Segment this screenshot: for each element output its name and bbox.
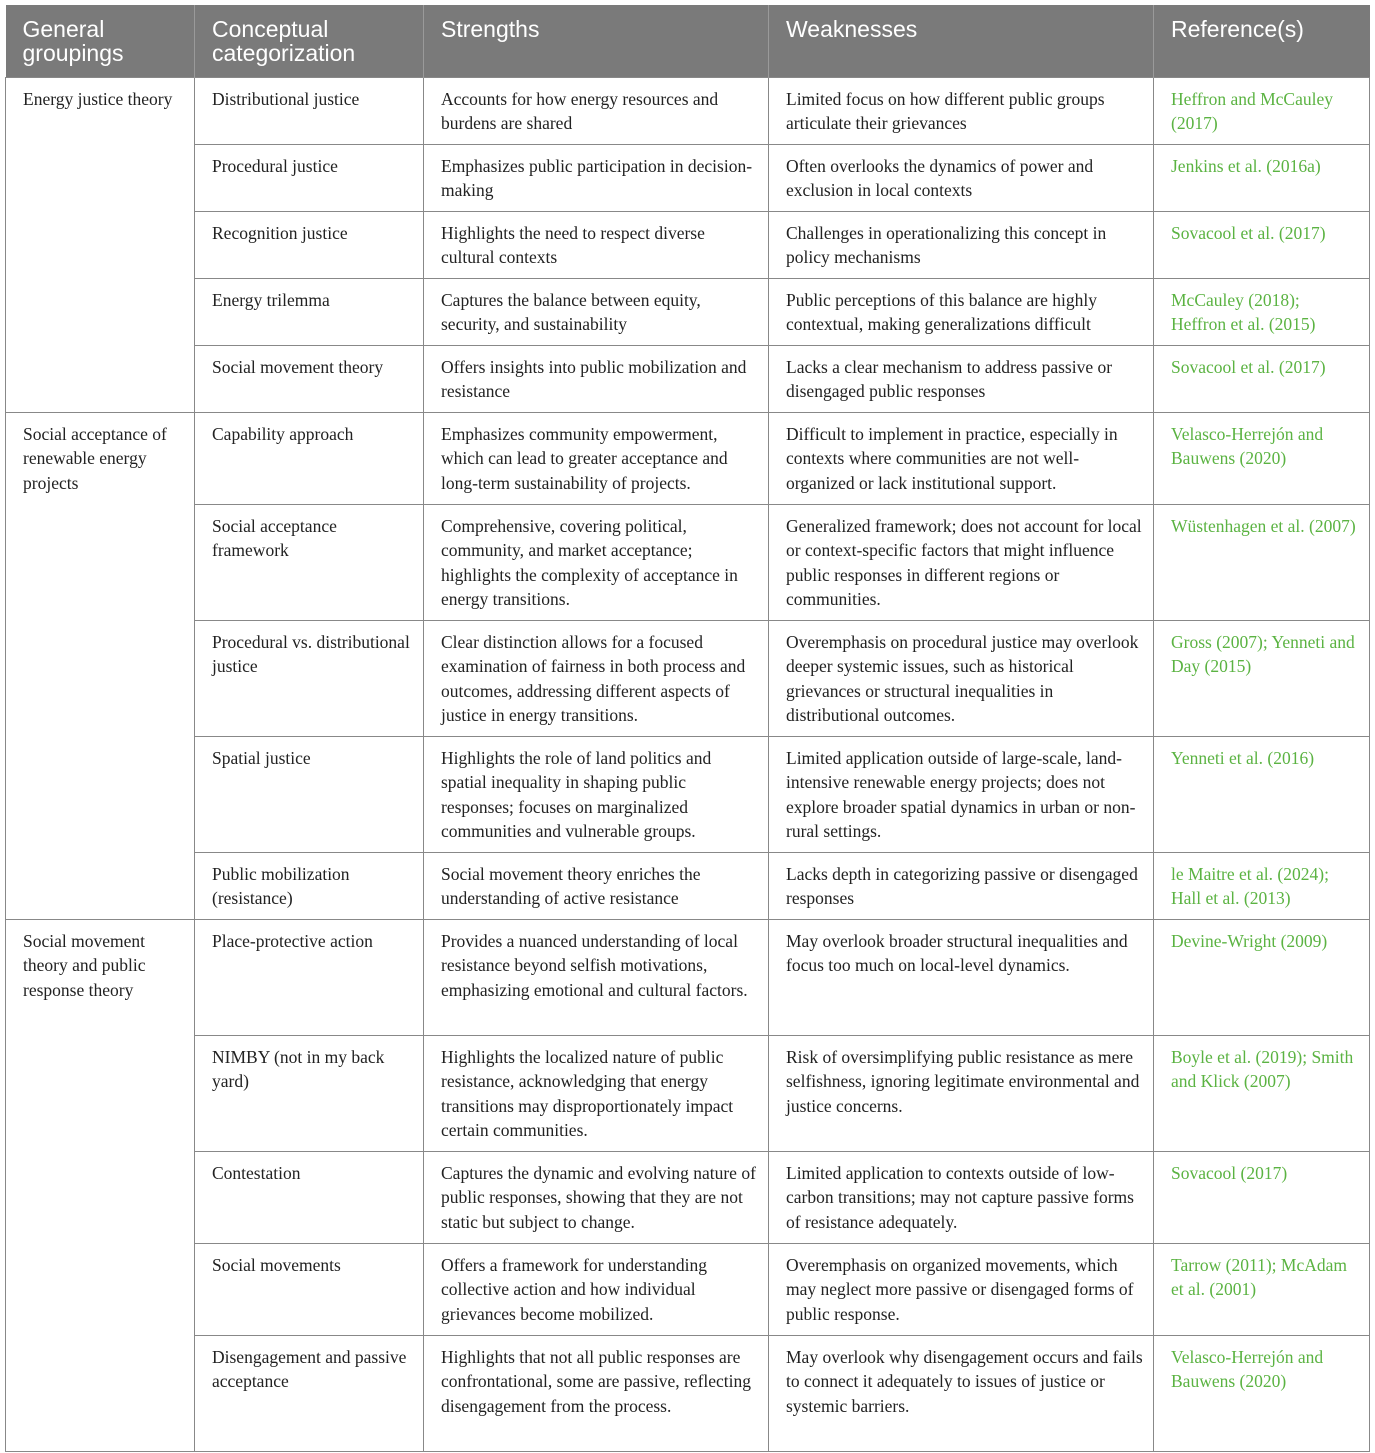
frameworks-table: [5, 5, 1370, 1452]
weaknesses-cell: Overemphasis on procedural justice may overlook deeper systemic issues, such as historical grievances or structural inequalities in distributional outcomes.: [769, 620, 1154, 736]
header-references: Reference(s): [1154, 5, 1370, 77]
table-row: [6, 504, 1370, 620]
weaknesses-cell: Lacks a clear mechanism to address passive or disengaged public responses: [769, 345, 1154, 412]
strengths-cell: Provides a nuanced understanding of local resistance beyond selfish motivations, emphasizing emotional and cultural factors.: [424, 919, 769, 1035]
table-header: [6, 5, 1370, 77]
weaknesses-cell: Lacks depth in categorizing passive or disengaged responses: [769, 852, 1154, 919]
reference-link[interactable]: Tarrow (2011); McAdam et al. (2001): [1154, 1243, 1370, 1335]
table-row: [6, 211, 1370, 278]
header-conceptual-categorization: Conceptual categorization: [195, 5, 424, 77]
group-name-cell: Social movement theory and public response theory: [6, 919, 195, 1451]
weaknesses-cell: Limited focus on how different public groups articulate their grievances: [769, 77, 1154, 144]
category-cell: Capability approach: [195, 412, 424, 504]
group-name-cell: Social acceptance of renewable energy projects: [6, 412, 195, 919]
header-weaknesses: Weaknesses: [769, 5, 1154, 77]
reference-link[interactable]: Velasco-Herrejón and Bauwens (2020): [1154, 412, 1370, 504]
category-cell: Recognition justice: [195, 211, 424, 278]
reference-link[interactable]: Boyle et al. (2019); Smith and Klick (2007): [1154, 1035, 1370, 1151]
strengths-cell: Emphasizes community empowerment, which can lead to greater acceptance and long-term sustainability of projects.: [424, 412, 769, 504]
weaknesses-cell: Generalized framework; does not account for local or context-specific factors that might influence public responses in different regions or communities.: [769, 504, 1154, 620]
strengths-cell: Captures the balance between equity, security, and sustainability: [424, 278, 769, 345]
table-row: [6, 919, 1370, 1035]
reference-link[interactable]: Yenneti et al. (2016): [1154, 736, 1370, 852]
category-cell: Spatial justice: [195, 736, 424, 852]
table-row: [6, 1335, 1370, 1451]
weaknesses-cell: Public perceptions of this balance are highly contextual, making generalizations difficult: [769, 278, 1154, 345]
weaknesses-cell: May overlook broader structural inequalities and focus too much on local-level dynamics.: [769, 919, 1154, 1035]
weaknesses-cell: Limited application outside of large-scale, land-intensive renewable energy projects; does not explore broader spatial dynamics in urban or non-rural settings.: [769, 736, 1154, 852]
header-strengths: Strengths: [424, 5, 769, 77]
strengths-cell: Social movement theory enriches the understanding of active resistance: [424, 852, 769, 919]
strengths-cell: Comprehensive, covering political, community, and market acceptance; highlights the complexity of acceptance in energy transitions.: [424, 504, 769, 620]
category-cell: Social movements: [195, 1243, 424, 1335]
strengths-cell: Highlights the need to respect diverse cultural contexts: [424, 211, 769, 278]
group-name-cell: Energy justice theory: [6, 77, 195, 412]
weaknesses-cell: Often overlooks the dynamics of power and exclusion in local contexts: [769, 144, 1154, 211]
weaknesses-cell: May overlook why disengagement occurs and fails to connect it adequately to issues of justice or systemic barriers.: [769, 1335, 1154, 1451]
reference-link[interactable]: Devine-Wright (2009): [1154, 919, 1370, 1035]
category-cell: Public mobilization (resistance): [195, 852, 424, 919]
table-row: [6, 144, 1370, 211]
table-row: [6, 412, 1370, 504]
reference-link[interactable]: Velasco-Herrejón and Bauwens (2020): [1154, 1335, 1370, 1451]
table-row: [6, 1035, 1370, 1151]
header-row: [6, 5, 1370, 77]
category-cell: Procedural justice: [195, 144, 424, 211]
category-cell: Distributional justice: [195, 77, 424, 144]
reference-link[interactable]: Sovacool et al. (2017): [1154, 345, 1370, 412]
strengths-cell: Highlights the localized nature of public resistance, acknowledging that energy transitions may disproportionately impact certain communities.: [424, 1035, 769, 1151]
table-row: [6, 1151, 1370, 1243]
strengths-cell: Captures the dynamic and evolving nature of public responses, showing that they are not static but subject to change.: [424, 1151, 769, 1243]
table-row: [6, 77, 1370, 144]
strengths-cell: Offers insights into public mobilization and resistance: [424, 345, 769, 412]
weaknesses-cell: Difficult to implement in practice, especially in contexts where communities are not well-organized or lack institutional support.: [769, 412, 1154, 504]
table-body: [6, 77, 1370, 1451]
weaknesses-cell: Overemphasis on organized movements, which may neglect more passive or disengaged forms of public response.: [769, 1243, 1154, 1335]
strengths-cell: Emphasizes public participation in decision-making: [424, 144, 769, 211]
strengths-cell: Highlights the role of land politics and spatial inequality in shaping public responses; focuses on marginalized communities and vulnerable groups.: [424, 736, 769, 852]
category-cell: Social acceptance framework: [195, 504, 424, 620]
header-general-groupings: General groupings: [6, 5, 195, 77]
category-cell: Procedural vs. distributional justice: [195, 620, 424, 736]
weaknesses-cell: Challenges in operationalizing this concept in policy mechanisms: [769, 211, 1154, 278]
reference-link[interactable]: McCauley (2018); Heffron et al. (2015): [1154, 278, 1370, 345]
category-cell: Disengagement and passive acceptance: [195, 1335, 424, 1451]
weaknesses-cell: Risk of oversimplifying public resistance as mere selfishness, ignoring legitimate environmental and justice concerns.: [769, 1035, 1154, 1151]
reference-link[interactable]: Sovacool (2017): [1154, 1151, 1370, 1243]
category-cell: NIMBY (not in my back yard): [195, 1035, 424, 1151]
strengths-cell: Highlights that not all public responses are confrontational, some are passive, reflecting disengagement from the process.: [424, 1335, 769, 1451]
weaknesses-cell: Limited application to contexts outside of low-carbon transitions; may not capture passive forms of resistance adequately.: [769, 1151, 1154, 1243]
table-row: [6, 736, 1370, 852]
category-cell: Place-protective action: [195, 919, 424, 1035]
strengths-cell: Clear distinction allows for a focused examination of fairness in both process and outcomes, addressing different aspects of justice in energy transitions.: [424, 620, 769, 736]
table-row: [6, 620, 1370, 736]
reference-link[interactable]: Gross (2007); Yenneti and Day (2015): [1154, 620, 1370, 736]
category-cell: Social movement theory: [195, 345, 424, 412]
reference-link[interactable]: Jenkins et al. (2016a): [1154, 144, 1370, 211]
table-row: [6, 852, 1370, 919]
reference-link[interactable]: le Maitre et al. (2024); Hall et al. (2013): [1154, 852, 1370, 919]
strengths-cell: Offers a framework for understanding collective action and how individual grievances become mobilized.: [424, 1243, 769, 1335]
table-row: [6, 278, 1370, 345]
category-cell: Energy trilemma: [195, 278, 424, 345]
category-cell: Contestation: [195, 1151, 424, 1243]
strengths-cell: Accounts for how energy resources and burdens are shared: [424, 77, 769, 144]
reference-link[interactable]: Sovacool et al. (2017): [1154, 211, 1370, 278]
reference-link[interactable]: Heffron and McCauley (2017): [1154, 77, 1370, 144]
table-row: [6, 1243, 1370, 1335]
table-row: [6, 345, 1370, 412]
reference-link[interactable]: Wüstenhagen et al. (2007): [1154, 504, 1370, 620]
